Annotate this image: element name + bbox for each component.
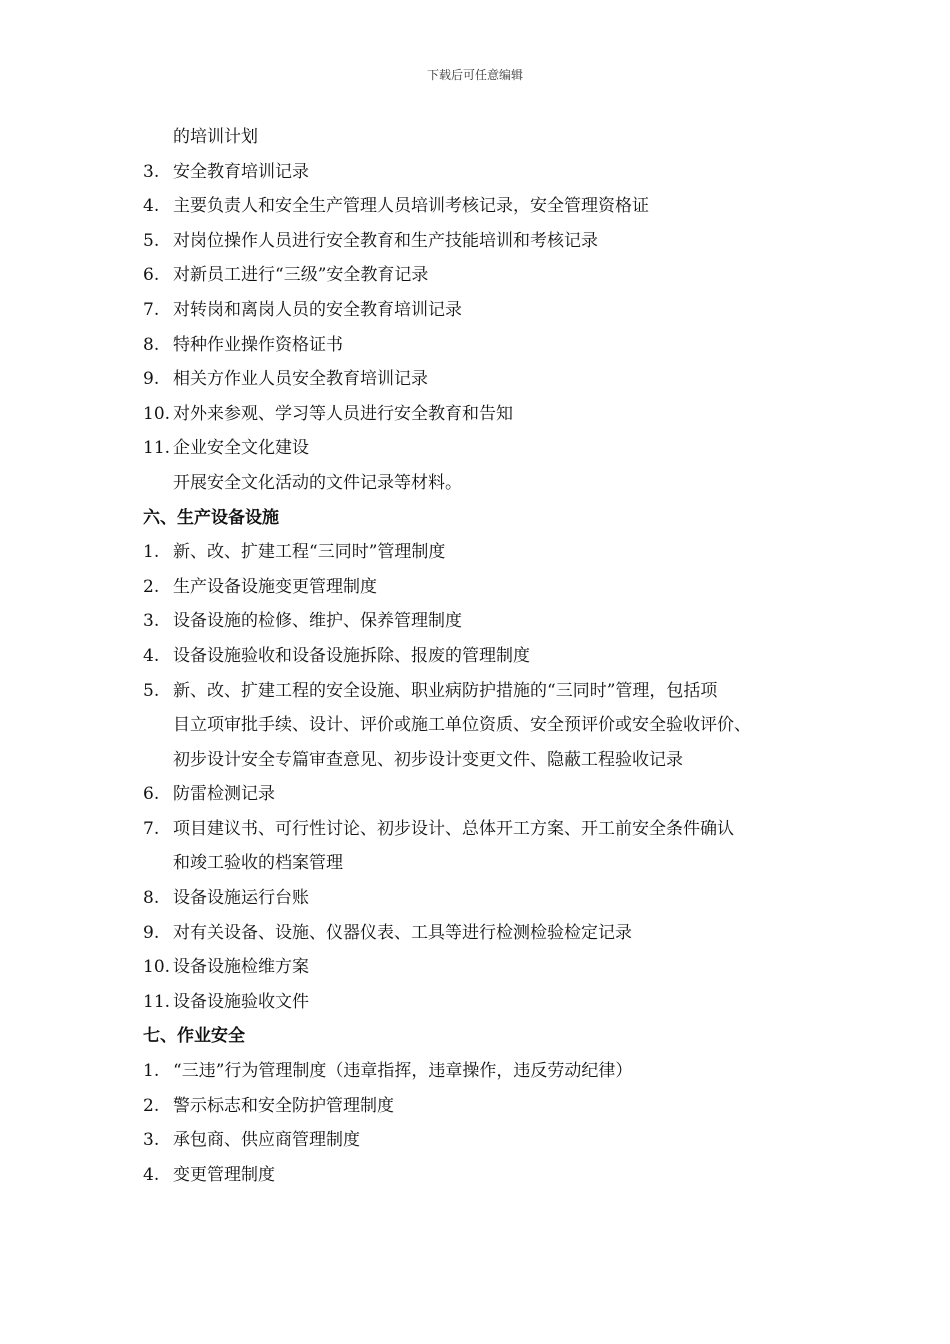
list-item (143, 466, 833, 501)
item-text: 项目建议书、可行性讨论、初步设计、总体开工方案、开工前安全条件确认 (173, 818, 734, 839)
document-body (143, 120, 833, 1192)
list-item (143, 293, 833, 328)
item-number: 11. (143, 991, 171, 1012)
list-item (143, 950, 833, 985)
item-text: 安全教育培训记录 (173, 161, 309, 182)
item-number: 7. (143, 818, 160, 839)
list-item (143, 189, 833, 224)
item-number: 6. (143, 784, 160, 805)
item-text: 六、生产设备设施 (143, 507, 279, 528)
item-number: 2. (143, 576, 160, 597)
item-text: 对岗位操作人员进行安全教育和生产技能培训和考核记录 (173, 230, 598, 251)
item-text: 设备设施验收和设备设施拆除、报废的管理制度 (173, 645, 530, 666)
item-text: 新、改、扩建工程的安全设施、职业病防护措施的“三同时”管理，包括项 (173, 680, 718, 701)
list-item (143, 224, 833, 259)
list-item (143, 328, 833, 363)
list-item (143, 431, 833, 466)
list-item (143, 362, 833, 397)
list-item (143, 604, 833, 639)
list-item (143, 1054, 833, 1089)
item-number: 7. (143, 299, 160, 320)
item-number: 3. (143, 611, 160, 632)
list-item (143, 155, 833, 190)
item-text: 设备设施验收文件 (173, 991, 309, 1012)
list-item (143, 881, 833, 916)
item-number: 8. (143, 334, 160, 355)
item-number: 2. (143, 1095, 160, 1116)
item-text: 新、改、扩建工程“三同时”管理制度 (173, 542, 446, 563)
item-number: 10. (143, 403, 171, 424)
item-number: 3. (143, 161, 160, 182)
list-item (143, 846, 833, 881)
list-item (143, 1123, 833, 1158)
list-item (143, 916, 833, 951)
page-header: 下载后可任意编辑 (426, 68, 523, 82)
list-item (143, 1089, 833, 1124)
item-text: 主要负责人和安全生产管理人员培训考核记录，安全管理资格证 (173, 196, 649, 217)
item-text: 生产设备设施变更管理制度 (173, 576, 377, 597)
item-text: 对有关设备、设施、仪器仪表、工具等进行检测检验检定记录 (173, 922, 632, 943)
item-text: 初步设计安全专篇审查意见、初步设计变更文件、隐蔽工程验收记录 (173, 749, 683, 770)
list-item (143, 777, 833, 812)
item-number: 9. (143, 369, 160, 390)
item-text: 防雷检测记录 (173, 784, 275, 805)
item-text: 和竣工验收的档案管理 (173, 853, 343, 874)
item-text: 承包商、供应商管理制度 (173, 1130, 360, 1151)
list-item (143, 674, 833, 709)
list-item (143, 985, 833, 1020)
list-item (143, 708, 833, 743)
item-number: 10. (143, 957, 171, 978)
item-number: 3. (143, 1130, 160, 1151)
item-number: 8. (143, 888, 160, 909)
list-item (143, 535, 833, 570)
list-item (143, 639, 833, 674)
item-number: 1. (143, 542, 160, 563)
item-text: 对转岗和离岗人员的安全教育培训记录 (173, 299, 462, 320)
item-text: 设备设施的检修、维护、保养管理制度 (173, 611, 462, 632)
item-number: 9. (143, 922, 160, 943)
item-number: 4. (143, 645, 160, 666)
item-text: 变更管理制度 (173, 1164, 275, 1185)
item-number: 1. (143, 1061, 160, 1082)
item-text: 设备设施运行台账 (173, 888, 309, 909)
item-text: 警示标志和安全防护管理制度 (173, 1095, 394, 1116)
item-text: 对外来参观、学习等人员进行安全教育和告知 (173, 403, 513, 424)
item-number: 4. (143, 196, 160, 217)
item-number: 5. (143, 230, 160, 251)
item-text: 的培训计划 (173, 127, 258, 147)
item-text: 相关方作业人员安全教育培训记录 (173, 369, 428, 390)
list-item (143, 743, 833, 778)
item-text: 目立项审批手续、设计、评价或施工单位资质、安全预评价或安全验收评价、 (173, 715, 751, 736)
list-item (143, 570, 833, 605)
section-heading (143, 501, 833, 536)
list-item (143, 258, 833, 293)
list-item (143, 397, 833, 432)
item-text: 七、作业安全 (143, 1026, 245, 1047)
item-number: 11. (143, 438, 171, 459)
list-item (143, 120, 833, 155)
list-item (143, 812, 833, 847)
item-text: 开展安全文化活动的文件记录等材料。 (173, 472, 462, 493)
item-text: 特种作业操作资格证书 (173, 334, 343, 355)
item-number: 6. (143, 265, 160, 286)
item-text: “三违”行为管理制度（违章指挥，违章操作，违反劳动纪律） (173, 1061, 633, 1082)
item-number: 4. (143, 1164, 160, 1185)
item-number: 5. (143, 680, 160, 701)
section-heading (143, 1019, 833, 1054)
item-text: 对新员工进行“三级”安全教育记录 (173, 265, 429, 286)
list-item (143, 1158, 833, 1193)
item-text: 设备设施检维方案 (173, 957, 309, 978)
item-text: 企业安全文化建设 (173, 438, 309, 459)
